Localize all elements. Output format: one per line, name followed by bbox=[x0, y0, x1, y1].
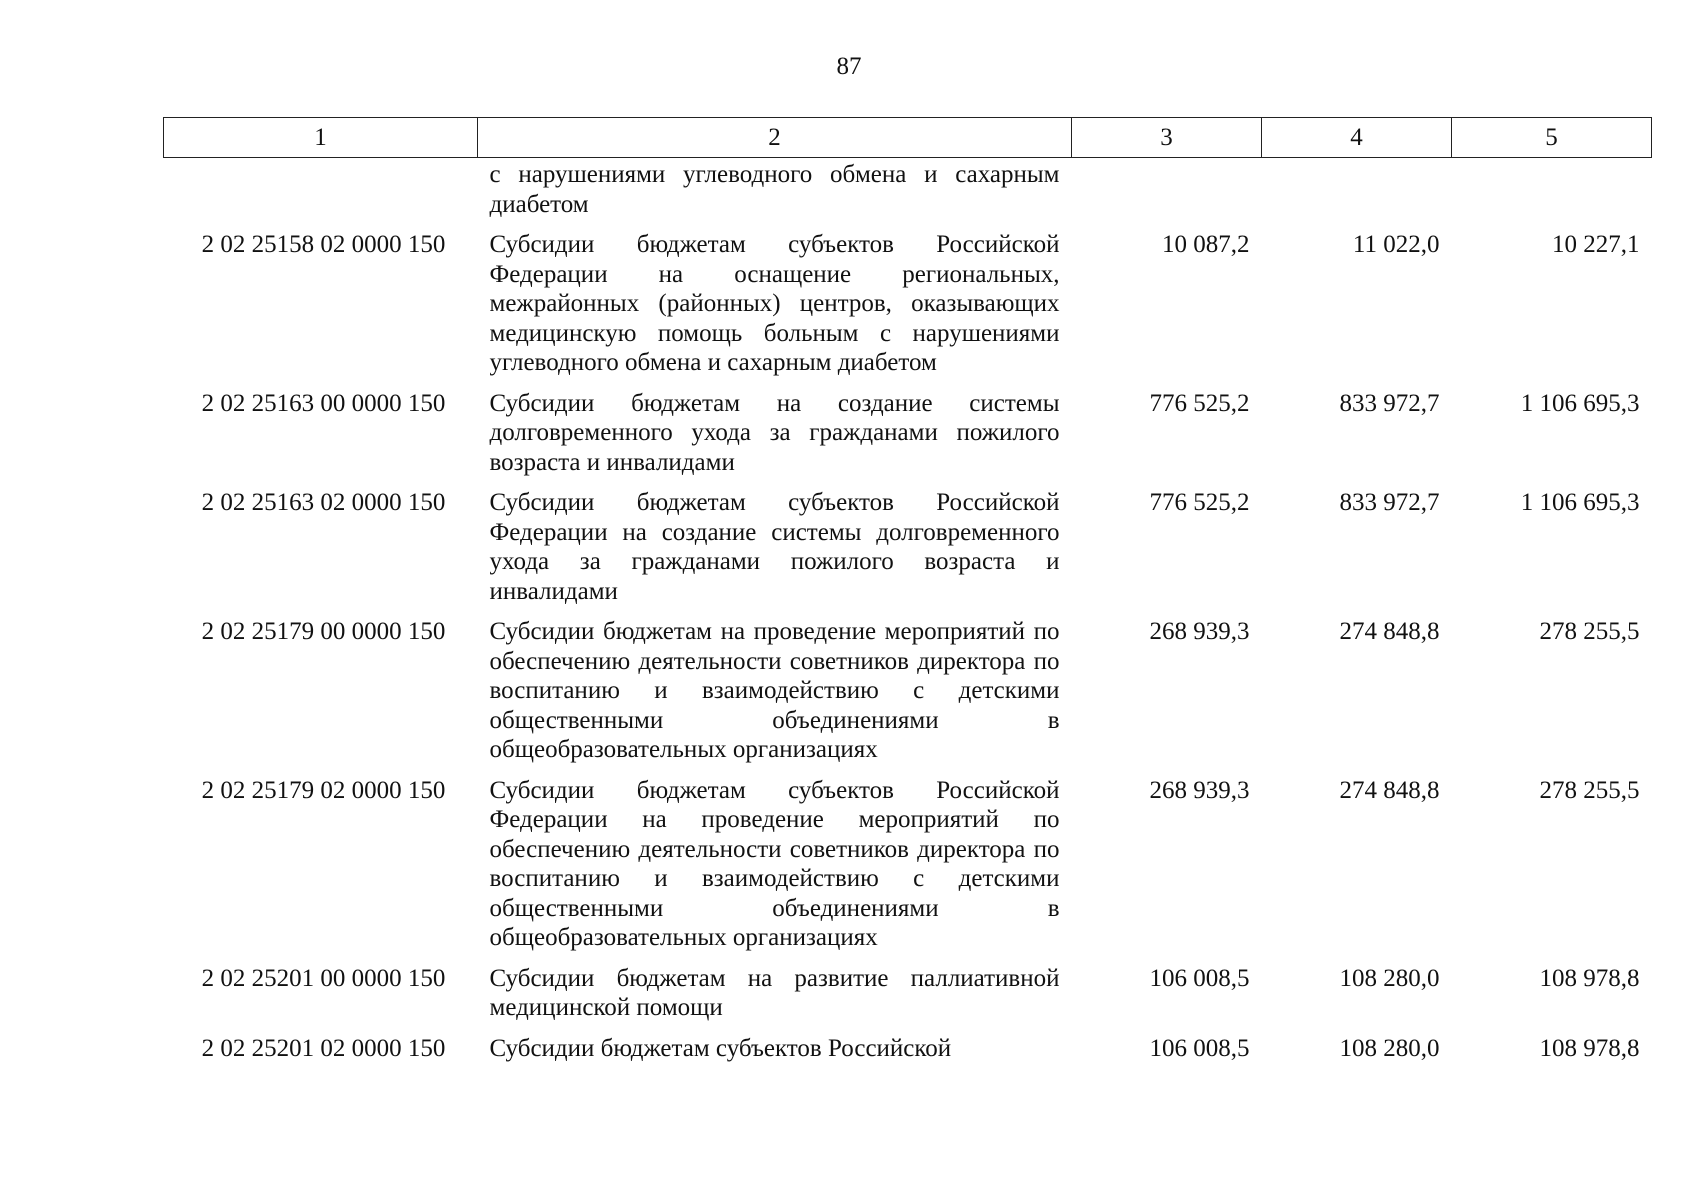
table-row bbox=[164, 606, 1652, 765]
name-cell: Субсидии бюджетам на развитие паллиативной медицинской помощи bbox=[489, 964, 1060, 1021]
continuation-text: с нарушениями углеводного обмена и сахарным диабетом bbox=[489, 161, 1060, 218]
value-col3: 10 087,2 bbox=[1162, 231, 1250, 258]
name-cell: Субсидии бюджетам субъектов Российской Федерации на создание системы долговременного ухода за гражданами пожилого возраста и инвалидами bbox=[489, 489, 1060, 605]
table-row bbox=[164, 1023, 1652, 1064]
column-header: 3 bbox=[1072, 118, 1262, 158]
value-col4: 11 022,0 bbox=[1352, 231, 1440, 258]
table-row bbox=[164, 477, 1652, 606]
code-cell: 2 02 25158 02 0000 150 bbox=[201, 231, 446, 258]
value-col5: 1 106 695,3 bbox=[1520, 489, 1640, 516]
name-cell: Субсидии бюджетам субъектов Российской bbox=[489, 1034, 952, 1062]
value-col4: 274 848,8 bbox=[1339, 618, 1440, 645]
value-col4: 108 280,0 bbox=[1339, 964, 1440, 992]
value-col4: 833 972,7 bbox=[1339, 389, 1440, 417]
page-number: 87 bbox=[836, 53, 862, 80]
column-header: 5 bbox=[1452, 118, 1652, 158]
value-col5: 278 255,5 bbox=[1539, 776, 1640, 804]
value-col5: 278 255,5 bbox=[1539, 618, 1640, 645]
name-cell: Субсидии бюджетам субъектов Российской Федерации на оснащение региональных, межрайонных (районных) центров, оказывающих медицинскую помощь больным с нарушениями углеводного обмена и сахарным диабетом bbox=[489, 231, 1060, 376]
value-col3: 776 525,2 bbox=[1149, 389, 1250, 417]
column-header: 1 bbox=[164, 118, 478, 158]
code-cell: 2 02 25163 02 0000 150 bbox=[201, 489, 446, 516]
value-col3: 106 008,5 bbox=[1149, 1034, 1250, 1062]
value-col3: 106 008,5 bbox=[1149, 964, 1250, 992]
code-cell bbox=[164, 158, 478, 220]
value-col5: 10 227,1 bbox=[1552, 231, 1640, 258]
code-cell: 2 02 25179 00 0000 150 bbox=[201, 618, 446, 645]
table-row bbox=[164, 219, 1652, 378]
table-row bbox=[164, 765, 1652, 953]
table-row bbox=[164, 378, 1652, 478]
table-row bbox=[164, 953, 1652, 1023]
code-cell: 2 02 25201 02 0000 150 bbox=[201, 1034, 446, 1062]
value-col5: 108 978,8 bbox=[1539, 964, 1640, 992]
value-col4: 833 972,7 bbox=[1339, 489, 1440, 516]
continuation-row bbox=[164, 158, 1652, 220]
code-cell: 2 02 25163 00 0000 150 bbox=[201, 389, 446, 417]
name-cell: Субсидии бюджетам на создание системы долговременного ухода за гражданами пожилого возраста и инвалидами bbox=[489, 389, 1060, 476]
value-col5: 108 978,8 bbox=[1539, 1034, 1640, 1062]
table-header-row bbox=[164, 118, 1652, 158]
value-col4: 274 848,8 bbox=[1339, 776, 1440, 804]
code-cell: 2 02 25179 02 0000 150 bbox=[201, 776, 446, 804]
value-col4: 108 280,0 bbox=[1339, 1034, 1440, 1062]
value-col3: 268 939,3 bbox=[1149, 776, 1250, 804]
value-col5: 1 106 695,3 bbox=[1520, 389, 1640, 417]
column-header: 4 bbox=[1262, 118, 1452, 158]
name-cell: Субсидии бюджетам на проведение мероприятий по обеспечению деятельности советников директора по воспитанию и взаимодействию с детскими общественными объединениями в общеобразовательных организациях bbox=[489, 618, 1060, 763]
code-cell: 2 02 25201 00 0000 150 bbox=[201, 964, 446, 992]
name-cell: Субсидии бюджетам субъектов Российской Федерации на проведение мероприятий по обеспечению деятельности советников директора по воспитанию и взаимодействию с детскими общественными объединениями в общеобразовательных организациях bbox=[489, 776, 1060, 951]
value-col3: 268 939,3 bbox=[1149, 618, 1250, 645]
column-header: 2 bbox=[478, 118, 1072, 158]
budget-table bbox=[163, 117, 1652, 1063]
value-col3: 776 525,2 bbox=[1149, 489, 1250, 516]
